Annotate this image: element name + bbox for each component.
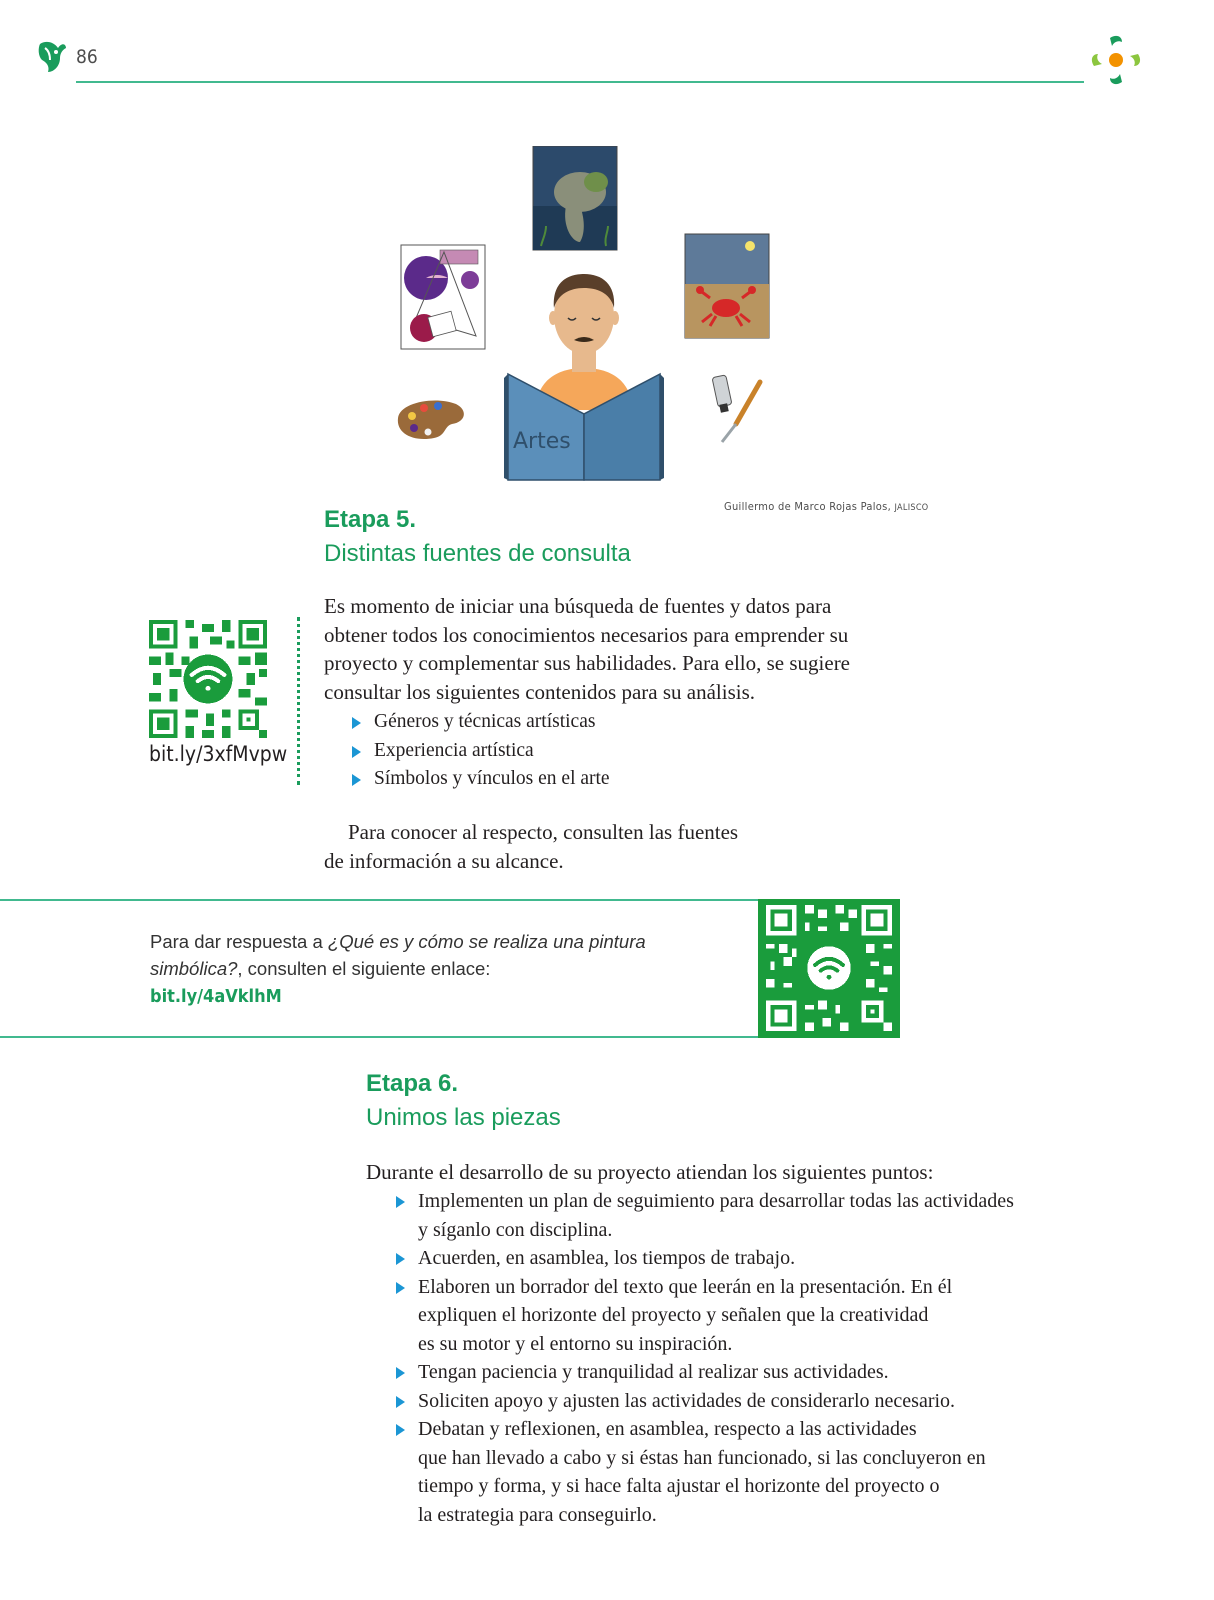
triangle-bullet-icon xyxy=(396,1196,405,1208)
qr-link-stage5[interactable]: bit.ly/3xfMvpw xyxy=(149,742,288,766)
stage5-bullet-list xyxy=(350,708,610,794)
stage6-intro: Durante el desarrollo de su proyecto atiendan los siguientes puntos: xyxy=(366,1160,934,1184)
list-item: Soliciten apoyo y ajusten las actividades de considerarlo necesario. xyxy=(394,1387,1014,1416)
header-rule xyxy=(76,81,1084,83)
list-item: Elaboren un borrador del texto que leerán en la presentación. En él expliquen el horizonte del proyecto y señalen que la creatividad es su motor y el entorno su inspiración. xyxy=(394,1273,1014,1359)
infobox-top-rule xyxy=(0,899,760,901)
qr-code-infobox-panel xyxy=(758,899,900,1038)
stage5-label: Etapa 5. xyxy=(324,506,417,533)
list-item: Experiencia artística xyxy=(350,737,610,766)
dotted-separator xyxy=(297,617,300,785)
list-item: Implementen un plan de seguimiento para desarrollar todas las actividades y síganlo con disciplina. xyxy=(394,1187,1014,1244)
illustration-credit: Guillermo de Marco Rojas Palos, JALISCO xyxy=(724,500,929,513)
infobox-text: Para dar respuesta a ¿Qué es y cómo se realiza una pintura simbólica?, consulten el siguiente enlace: bit.ly/4aVklhM xyxy=(150,931,646,1007)
list-item: Tengan paciencia y tranquilidad al realizar sus actividades. xyxy=(394,1358,1014,1387)
art-illustration xyxy=(396,146,796,492)
list-item: Debatan y reflexionen, en asamblea, respecto a las actividades que han llevado a cabo y si éstas han funcionado, si las concluyeron en tiempo y forma, y si hace falta ajustar el horizonte del proyecto o la estrategia para conseguirlo. xyxy=(394,1415,1014,1529)
page-number: 86 xyxy=(76,46,98,68)
manatee-painting-icon xyxy=(533,146,617,250)
colorful-circle-emblem-icon xyxy=(1088,32,1144,88)
triangle-bullet-icon xyxy=(396,1282,405,1294)
book-label: Artes xyxy=(513,429,571,454)
infobox-link[interactable]: bit.ly/4aVklhM xyxy=(150,986,282,1007)
stage6-label: Etapa 6. xyxy=(366,1070,459,1097)
infobox-bottom-rule xyxy=(0,1036,760,1038)
stage6-title: Unimos las piezas xyxy=(366,1104,561,1131)
list-item: Símbolos y vínculos en el arte xyxy=(350,765,610,794)
triangle-bullet-icon xyxy=(396,1396,405,1408)
stage5-closing: Para conocer al respecto, consulten las fuentes de información a su alcance. xyxy=(324,820,739,873)
qr-code-stage5[interactable] xyxy=(149,620,267,738)
triangle-bullet-icon xyxy=(352,774,361,786)
paint-palette-icon xyxy=(398,400,464,439)
triangle-bullet-icon xyxy=(352,717,361,729)
stage6-bullet-list xyxy=(394,1187,1014,1529)
list-item: Géneros y técnicas artísticas xyxy=(350,708,610,737)
triangle-bullet-icon xyxy=(396,1253,405,1265)
paint-tube-icon xyxy=(712,375,760,442)
person-reading-icon xyxy=(536,274,632,410)
qr-code-infobox[interactable] xyxy=(766,905,892,1031)
triangle-bullet-icon xyxy=(396,1367,405,1379)
stage5-intro: Es momento de iniciar una búsqueda de fuentes y datos para obtener todos los conocimientos necesarios para emprender su proyecto y complementar sus habilidades. Para ello, se sugiere consultar los siguientes contenidos para su análisis. xyxy=(324,594,851,704)
header-logo-icon xyxy=(36,38,68,74)
stage5-title: Distintas fuentes de consulta xyxy=(324,540,631,567)
triangle-bullet-icon xyxy=(396,1424,405,1436)
crab-painting-icon xyxy=(685,234,769,338)
geometric-painting-icon xyxy=(401,245,485,349)
list-item: Acuerden, en asamblea, los tiempos de trabajo. xyxy=(394,1244,1014,1273)
triangle-bullet-icon xyxy=(352,746,361,758)
